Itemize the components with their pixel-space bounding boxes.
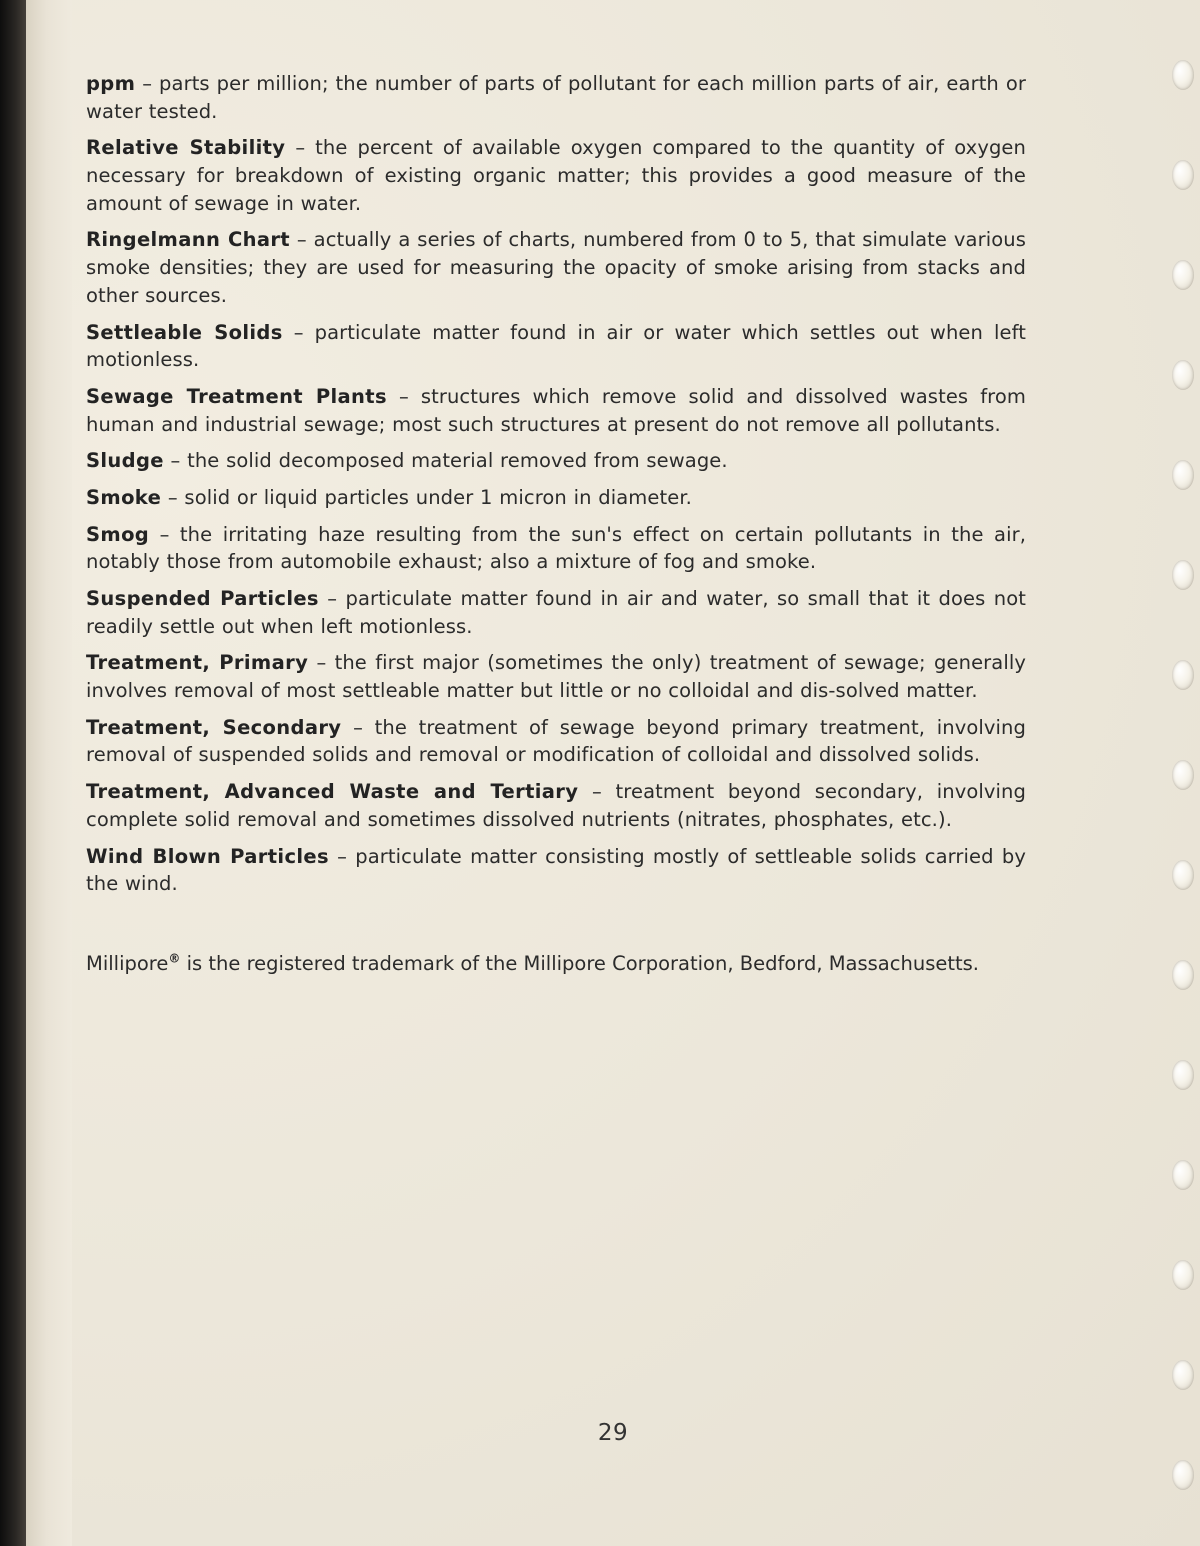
spiral-hole bbox=[1172, 1260, 1194, 1290]
glossary-entry bbox=[86, 70, 1026, 125]
glossary-definition: – the solid decomposed material removed from sewage. bbox=[163, 449, 728, 473]
spiral-hole bbox=[1172, 960, 1194, 990]
glossary-term: Relative Stability bbox=[86, 136, 286, 160]
spiral-hole bbox=[1172, 1060, 1194, 1090]
spiral-hole bbox=[1172, 260, 1194, 290]
glossary-term: Smog bbox=[86, 522, 150, 546]
registered-mark-icon: ® bbox=[168, 951, 181, 966]
glossary-entry bbox=[86, 447, 1026, 475]
page-number: 29 bbox=[597, 1420, 629, 1446]
page-curve-shading bbox=[26, 0, 72, 1546]
glossary-definition: – actually a series of charts, numbered from 0 to 5, that simulate various smoke densities; they are used for measuring the opacity of smoke arising from stacks and other sources. bbox=[86, 228, 1026, 307]
glossary-body bbox=[86, 70, 1026, 978]
glossary-term: Treatment, Primary bbox=[86, 651, 309, 675]
glossary-term: Settleable Solids bbox=[86, 320, 283, 344]
spiral-hole bbox=[1172, 1360, 1194, 1390]
glossary-term: Smoke bbox=[86, 485, 162, 509]
glossary-definition: – the irritating haze resulting from the sun's effect on certain pollutants in the air, notably those from automobile exhaust; also a mixture of fog and smoke. bbox=[86, 522, 1026, 574]
glossary-entry bbox=[86, 778, 1026, 833]
glossary-definition: – the first major (sometimes the only) treatment of sewage; generally involves removal of most settleable matter but little or no colloidal and dis-solved matter. bbox=[86, 651, 1027, 703]
trademark-notice bbox=[86, 950, 1026, 978]
spiral-hole bbox=[1172, 60, 1194, 90]
glossary-entry bbox=[86, 714, 1026, 769]
glossary-entry bbox=[86, 226, 1026, 309]
glossary-term: Treatment, Advanced Waste and Tertiary bbox=[86, 780, 579, 804]
binding-shadow bbox=[0, 0, 26, 1546]
glossary-term: Sewage Treatment Plants bbox=[86, 384, 387, 408]
glossary-entry bbox=[86, 383, 1026, 438]
glossary-definition: – particulate matter found in air or water which settles out when left motionless. bbox=[86, 320, 1026, 372]
glossary-definition: – treatment beyond secondary, involving complete solid removal and sometimes dissolved nutrients (nitrates, phosphates, etc.). bbox=[86, 780, 1026, 831]
page-sheet bbox=[26, 0, 1200, 1546]
glossary-definition: – solid or liquid particles under 1 micron in diameter. bbox=[161, 485, 692, 509]
spiral-hole bbox=[1172, 860, 1194, 890]
glossary-entry bbox=[86, 649, 1026, 704]
glossary-definition: – the treatment of sewage beyond primary treatment, involving removal of suspended solids and removal or modification of colloidal and dissolved solids. bbox=[86, 715, 1026, 767]
spiral-hole bbox=[1172, 360, 1194, 390]
glossary-entry bbox=[86, 521, 1026, 576]
glossary-entry bbox=[86, 585, 1026, 640]
glossary-definition: – parts per million; the number of parts of pollutant for each million parts of air, earth or water tested. bbox=[86, 72, 1026, 123]
glossary-definition: – the percent of available oxygen compared to the quantity of oxygen necessary for breakdown of existing organic matter; this provides a good measure of the amount of sewage in water. bbox=[86, 136, 1026, 215]
spiral-hole bbox=[1172, 660, 1194, 690]
spiral-hole bbox=[1172, 160, 1194, 190]
glossary-definition: – particulate matter consisting mostly of settleable solids carried by the wind. bbox=[86, 844, 1026, 896]
trademark-text: is the registered trademark of the Millipore Corporation, Bedford, Massachusetts. bbox=[180, 951, 980, 975]
glossary-term: Wind Blown Particles bbox=[86, 844, 329, 868]
spiral-hole bbox=[1172, 560, 1194, 590]
glossary-term: Sludge bbox=[86, 449, 164, 473]
spiral-hole bbox=[1172, 1460, 1194, 1490]
glossary-entry bbox=[86, 484, 1026, 512]
glossary-entry bbox=[86, 843, 1026, 898]
glossary-term: Ringelmann Chart bbox=[86, 228, 290, 252]
glossary-entry bbox=[86, 319, 1026, 374]
brand-name: Millipore bbox=[86, 951, 169, 975]
glossary-definition: – particulate matter found in air and water, so small that it does not readily settle out when left motionless. bbox=[86, 587, 1026, 638]
glossary-term: Suspended Particles bbox=[86, 587, 319, 610]
spiral-hole bbox=[1172, 460, 1194, 490]
glossary-entry bbox=[86, 134, 1026, 217]
spiral-hole bbox=[1172, 760, 1194, 790]
glossary-definition: – structures which remove solid and dissolved wastes from human and industrial sewage; most such structures at present do not remove all pollutants. bbox=[86, 384, 1026, 436]
glossary-term: Treatment, Secondary bbox=[86, 715, 342, 739]
glossary-term: ppm bbox=[86, 72, 136, 95]
spiral-hole bbox=[1172, 1160, 1194, 1190]
